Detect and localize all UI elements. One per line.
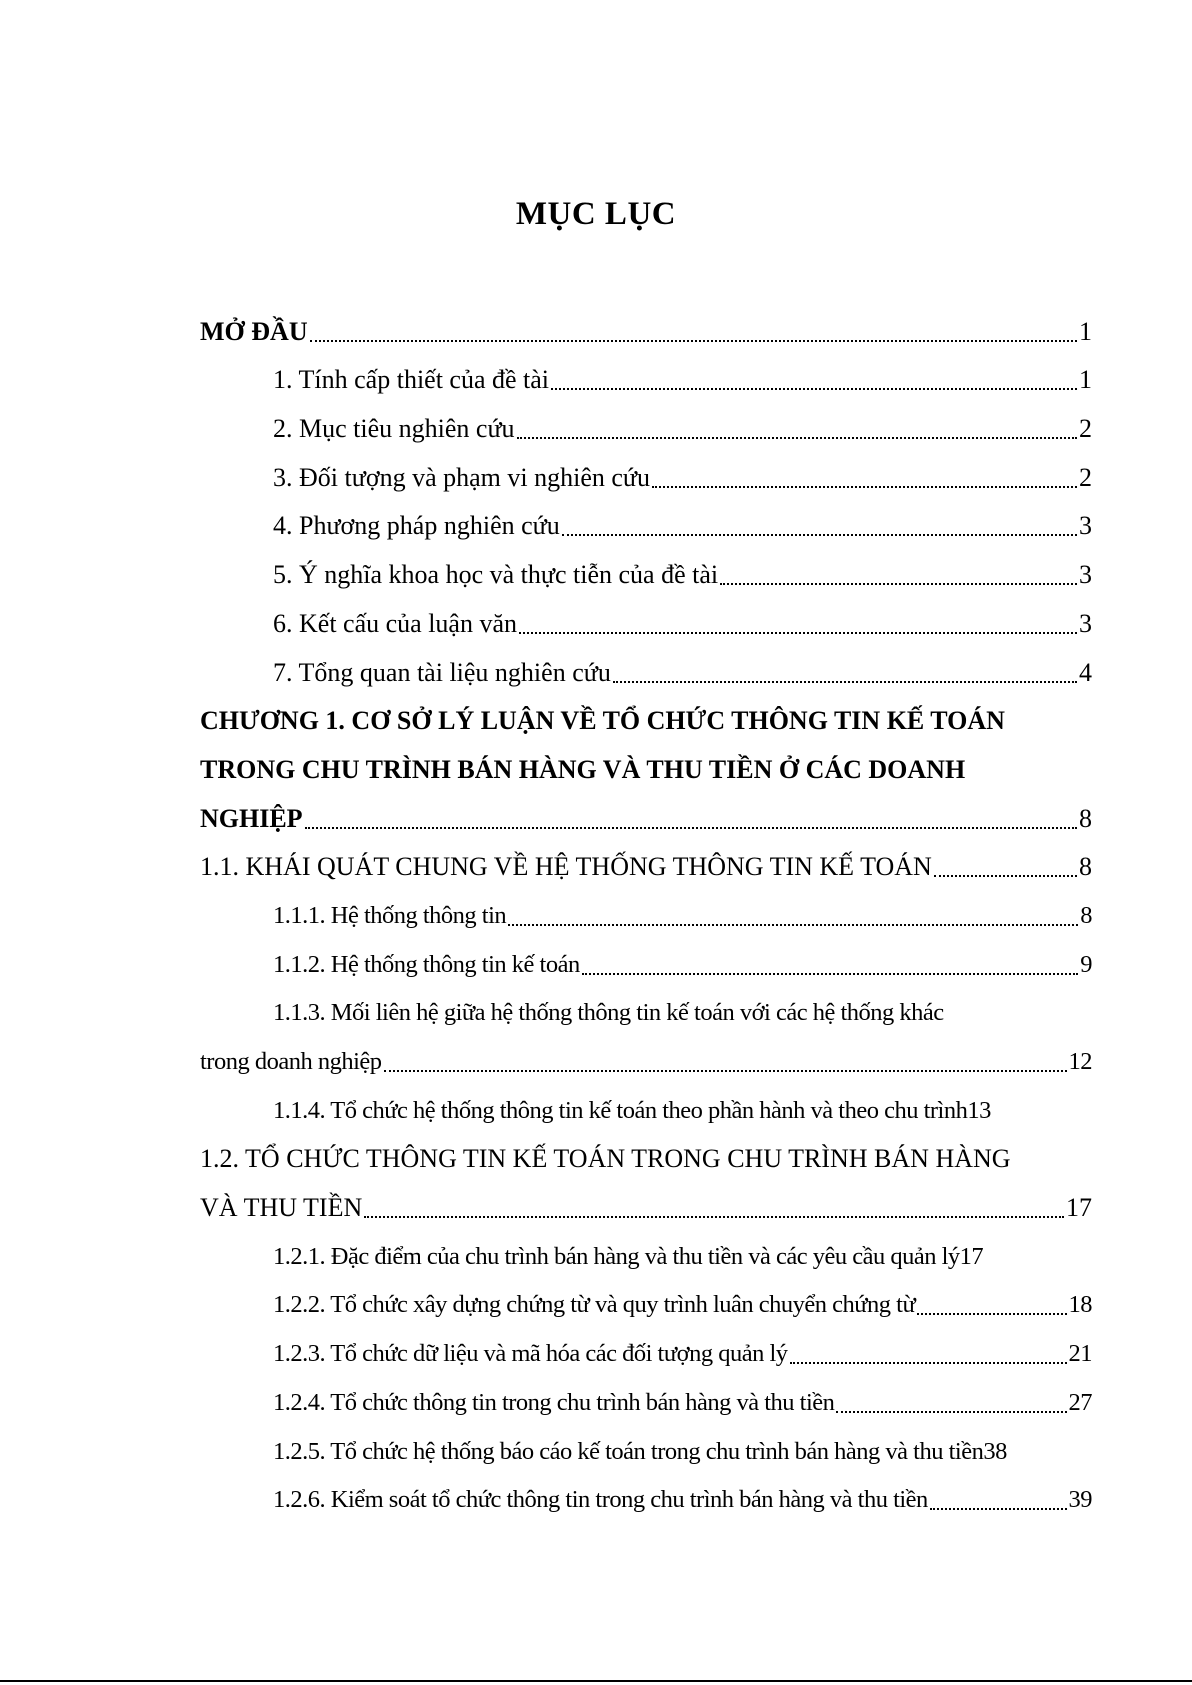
toc-entry-label: TRONG CHU TRÌNH BÁN HÀNG VÀ THU TIỀN Ở CÁC DOANH xyxy=(200,754,966,784)
toc-entry-label: 1.2.5. Tổ chức hệ thống báo cáo kế toán trong chu trình bán hàng và thu tiền xyxy=(273,1437,984,1465)
toc-entry-label: VÀ THU TIỀN xyxy=(200,1193,363,1223)
toc-section-1-1[interactable] xyxy=(200,836,1092,885)
toc-entry-page: 4 xyxy=(1079,657,1092,687)
toc-entry-label: 1.1.1. Hệ thống thông tin xyxy=(273,901,507,929)
toc-chapter-1-line-2[interactable] xyxy=(200,738,1092,787)
toc-entry-page: 21 xyxy=(1068,1340,1092,1368)
toc-entry-page: 8 xyxy=(1079,803,1092,833)
table-of-contents xyxy=(200,300,1092,1517)
toc-entry-label: 1.1.4. Tổ chức hệ thống thông tin kế toán theo phần hành và theo chu trình xyxy=(273,1096,968,1124)
dot-leader xyxy=(720,583,1077,585)
toc-chapter-1-line-3[interactable] xyxy=(200,787,1092,836)
toc-entry-label: CHƯƠNG 1. CƠ SỞ LÝ LUẬN VỀ TỔ CHỨC THÔNG TIN KẾ TOÁN xyxy=(200,706,1005,736)
toc-entry-page: 3 xyxy=(1079,560,1092,590)
toc-section-1-1-3-line-1[interactable] xyxy=(200,982,1092,1031)
toc-entry-label: 6. Kết cấu của luận văn xyxy=(273,608,518,638)
dot-leader xyxy=(519,632,1077,634)
dot-leader xyxy=(517,437,1077,439)
toc-entry-page: 8 xyxy=(1080,901,1092,929)
dot-leader xyxy=(384,1070,1067,1072)
toc-entry-label: 1.2.2. Tổ chức xây dựng chứng từ và quy trình luân chuyển chứng từ xyxy=(273,1291,916,1319)
toc-section-1-2-4[interactable] xyxy=(200,1371,1092,1420)
toc-section-1-1-4[interactable] xyxy=(200,1079,1092,1128)
toc-section-1-1-1[interactable] xyxy=(200,884,1092,933)
toc-entry-label: 2. Mục tiêu nghiên cứu xyxy=(273,414,515,444)
toc-entry-page: 27 xyxy=(1068,1388,1092,1416)
dot-leader xyxy=(310,340,1077,342)
toc-entry-4[interactable] xyxy=(200,495,1092,544)
toc-chapter-1-line-1[interactable] xyxy=(200,690,1092,739)
toc-entry-label: MỞ ĐẦU xyxy=(200,316,308,346)
toc-section-1-2-3[interactable] xyxy=(200,1322,1092,1371)
toc-entry-5[interactable] xyxy=(200,543,1092,592)
toc-entry-label: NGHIỆP xyxy=(200,803,303,833)
toc-entry-page: 17 xyxy=(959,1242,984,1270)
dot-leader xyxy=(305,827,1077,829)
dot-leader xyxy=(934,875,1077,877)
dot-leader xyxy=(551,388,1077,390)
toc-entry-page: 9 xyxy=(1080,950,1092,978)
toc-entry-label: 5. Ý nghĩa khoa học và thực tiễn của đề tài xyxy=(273,560,719,590)
toc-entry-label: 1.2.3. Tổ chức dữ liệu và mã hóa các đối tượng quản lý xyxy=(273,1340,788,1368)
toc-entry-label: 1. Tính cấp thiết của đề tài xyxy=(273,365,550,395)
toc-entry-page: 8 xyxy=(1079,852,1092,882)
toc-entry-page: 2 xyxy=(1079,462,1092,492)
toc-entry-page: 3 xyxy=(1079,608,1092,638)
toc-entry-page: 38 xyxy=(983,1437,1007,1465)
toc-entry-label: 4. Phương pháp nghiên cứu xyxy=(273,511,560,541)
toc-entry-label: 1.2.6. Kiểm soát tổ chức thông tin trong chu trình bán hàng và thu tiền xyxy=(273,1486,928,1514)
dot-leader xyxy=(364,1216,1064,1218)
toc-entry-6[interactable] xyxy=(200,592,1092,641)
toc-entry-label: 1.2.4. Tổ chức thông tin trong chu trình bán hàng và thu tiền xyxy=(273,1388,835,1416)
toc-entry-page: 1 xyxy=(1079,365,1092,395)
dot-leader xyxy=(582,973,1079,975)
toc-entry-label: 3. Đối tượng và phạm vi nghiên cứu xyxy=(273,462,650,492)
toc-entry-mo-dau[interactable] xyxy=(200,300,1092,349)
toc-section-1-2-6[interactable] xyxy=(200,1469,1092,1518)
dot-leader xyxy=(930,1508,1067,1510)
toc-entry-page: 18 xyxy=(1068,1291,1092,1319)
toc-entry-7[interactable] xyxy=(200,641,1092,690)
dot-leader xyxy=(790,1362,1067,1364)
page-title: MỤC LỤC xyxy=(515,196,677,232)
toc-entry-label: 1.1.2. Hệ thống thông tin kế toán xyxy=(273,950,580,978)
toc-entry-page: 13 xyxy=(967,1096,991,1124)
toc-entry-page: 17 xyxy=(1066,1193,1092,1223)
toc-entry-page: 12 xyxy=(1068,1048,1092,1075)
dot-leader xyxy=(613,681,1077,683)
toc-entry-label: trong doanh nghiệp xyxy=(200,1048,382,1075)
toc-entry-label: 7. Tổng quan tài liệu nghiên cứu xyxy=(273,657,611,687)
toc-section-1-1-2[interactable] xyxy=(200,933,1092,982)
toc-section-1-2-line-2[interactable] xyxy=(200,1176,1092,1225)
toc-entry-label: 1.2.1. Đặc điểm của chu trình bán hàng và thu tiền và các yêu cầu quản lý xyxy=(273,1242,960,1270)
toc-section-1-2-1[interactable] xyxy=(200,1225,1092,1274)
toc-section-1-2-line-1[interactable] xyxy=(200,1128,1092,1177)
toc-entry-label: 1.1. KHÁI QUÁT CHUNG VỀ HỆ THỐNG THÔNG TIN KẾ TOÁN xyxy=(200,852,932,882)
toc-entry-page: 3 xyxy=(1079,511,1092,541)
toc-entry-2[interactable] xyxy=(200,397,1092,446)
toc-entry-page: 2 xyxy=(1079,414,1092,444)
toc-entry-3[interactable] xyxy=(200,446,1092,495)
toc-section-1-1-3-line-2[interactable] xyxy=(200,1030,1092,1079)
page-bottom-rule xyxy=(0,1680,1192,1682)
toc-entry-page: 1 xyxy=(1079,316,1092,346)
toc-entry-page: 39 xyxy=(1068,1486,1092,1514)
toc-section-1-2-5[interactable] xyxy=(200,1420,1092,1469)
toc-section-1-2-2[interactable] xyxy=(200,1274,1092,1323)
dot-leader xyxy=(652,486,1077,488)
toc-entry-1[interactable] xyxy=(200,349,1092,398)
dot-leader xyxy=(917,1313,1066,1315)
dot-leader xyxy=(836,1411,1066,1413)
toc-entry-label: 1.1.3. Mối liên hệ giữa hệ thống thông tin kế toán với các hệ thống khác xyxy=(273,999,944,1027)
dot-leader xyxy=(508,924,1078,926)
toc-entry-label: 1.2. TỔ CHỨC THÔNG TIN KẾ TOÁN TRONG CHU TRÌNH BÁN HÀNG xyxy=(200,1144,1011,1174)
dot-leader xyxy=(562,534,1077,536)
